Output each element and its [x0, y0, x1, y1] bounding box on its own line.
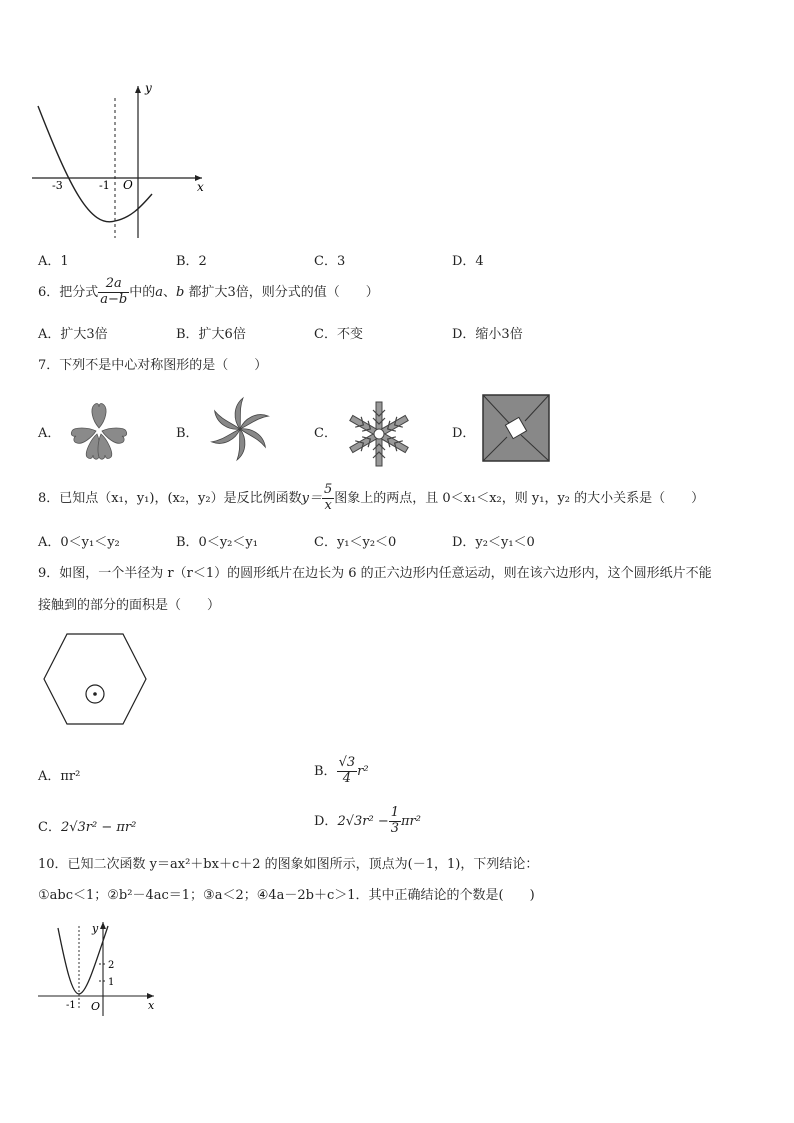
q9-option-c-label: C． [38, 820, 61, 835]
q10-question-line1: 10．已知二次函数 y＝ax²＋bx＋c＋2 的图象如图所示，顶点为(－1，1)，下列结论： [38, 857, 539, 872]
q5-option-c[interactable]: C．3 [314, 254, 346, 269]
q8-frac-den: x [324, 497, 332, 513]
q10-parabola-figure [36, 918, 161, 1018]
q7-question: 7．下列不是中心对称图形的是（ ） [38, 358, 268, 373]
parabola-curve [58, 926, 108, 994]
q9-option-d-label: D． [314, 813, 338, 829]
q9-option-b-frac [337, 756, 358, 787]
q8-option-c[interactable]: C．y₁＜y₂＜0 [314, 535, 397, 550]
q9-option-d[interactable] [314, 806, 421, 837]
q9-option-d-tail: πr² [401, 813, 421, 829]
q8-fn-lhs: y＝ [301, 490, 322, 506]
q9-option-b[interactable] [314, 756, 369, 787]
hexagon [44, 634, 146, 724]
q9-option-c[interactable] [38, 816, 136, 835]
q9-option-c-expr: 2√3r² − πr² [60, 820, 137, 835]
tick-1: 1 [108, 977, 115, 988]
q8-option-a[interactable]: A．0＜y₁＜y₂ [38, 535, 120, 550]
q9-option-b-tail: r² [357, 763, 369, 779]
q8-question [38, 483, 704, 514]
q8-suffix: 图象上的两点，且 0＜x₁＜x₂，则 y₁，y₂ 的大小关系是（ ） [334, 490, 705, 506]
q5-option-d[interactable]: D．4 [452, 254, 484, 269]
q6-fraction [98, 277, 129, 308]
q9-option-a[interactable]: A．πr² [38, 769, 81, 784]
q6-var-b: b [176, 284, 185, 300]
q7-option-c[interactable]: C． [314, 426, 337, 441]
tick-2: 2 [108, 960, 115, 971]
q6-option-d[interactable]: D．缩小3倍 [452, 327, 523, 342]
q6-frac-den: a−b [100, 291, 128, 307]
tick-minus-3: -3 [52, 179, 63, 192]
q9-option-d-num: 1 [390, 805, 399, 820]
q6-question [38, 277, 379, 308]
q9-option-d-frac [389, 806, 401, 837]
q8-option-d[interactable]: D．y₂＜y₁＜0 [452, 535, 535, 550]
q6-option-c[interactable]: C．不变 [314, 327, 363, 342]
q8-prefix: 8．已知点（x₁，y₁)，(x₂，y₂）是反比例函数 [38, 490, 302, 506]
q9-option-b-label: B． [314, 763, 337, 779]
q9-option-d-den: 3 [390, 820, 399, 836]
q6-frac-num: 2a [98, 277, 129, 293]
q7-option-d[interactable]: D． [452, 426, 476, 441]
y-axis-label: y [145, 81, 152, 95]
q6-var-a: a [155, 284, 164, 300]
q9-option-b-den: 4 [342, 770, 351, 786]
x-axis-label: x [148, 999, 155, 1012]
q5-option-b[interactable]: B．2 [176, 254, 207, 269]
q7-figure-b-pinwheel [203, 392, 277, 466]
q9-option-b-num: √3 [338, 755, 356, 770]
tick-minus-1: -1 [66, 1000, 76, 1011]
q7-figure-a-hearts [64, 395, 134, 465]
q6-option-a[interactable]: A．扩大3倍 [38, 327, 108, 342]
q6-prefix: 6．把分式 [38, 284, 99, 300]
q9-option-d-head: 2√3r² − [337, 813, 389, 829]
q7-option-a[interactable]: A． [38, 426, 61, 441]
q5-parabola-figure [30, 78, 215, 243]
x-axis-label: x [197, 180, 204, 194]
q8-option-b[interactable]: B．0＜y₂＜y₁ [176, 535, 258, 550]
q8-frac-num: 5 [323, 482, 333, 497]
q6-suffix-1: 中的 [129, 284, 156, 300]
q6-sep: 、 [163, 284, 177, 300]
q9-question-line2: 接触到的部分的面积是（ ） [38, 598, 221, 613]
q9-hexagon-figure [40, 632, 150, 726]
tick-minus-1: -1 [99, 179, 110, 192]
q6-option-b[interactable]: B．扩大6倍 [176, 327, 246, 342]
q7-option-b[interactable]: B． [176, 426, 199, 441]
q6-suffix-2: 都扩大3倍，则分式的值（ ） [184, 284, 379, 300]
y-axis-label: y [92, 922, 99, 935]
q5-option-a[interactable]: A．1 [38, 254, 69, 269]
q7-figure-d-square [481, 393, 551, 463]
origin-label: O [91, 1000, 101, 1013]
q8-fraction [322, 483, 334, 514]
parabola-curve [38, 106, 152, 222]
q9-question-line1: 9．如图，一个半径为 r（r＜1）的圆形纸片在边长为 6 的正六边形内任意运动，则在该六边形内，这个圆形纸片不能 [38, 566, 712, 581]
q10-question-line2: ①abc＜1；②b²－4ac＝1；③a＜2；④4a－2b＋c＞1．其中正确结论的个数是( ) [38, 888, 535, 903]
origin-label: O [123, 178, 133, 192]
q7-figure-c-snowflake [342, 398, 416, 470]
